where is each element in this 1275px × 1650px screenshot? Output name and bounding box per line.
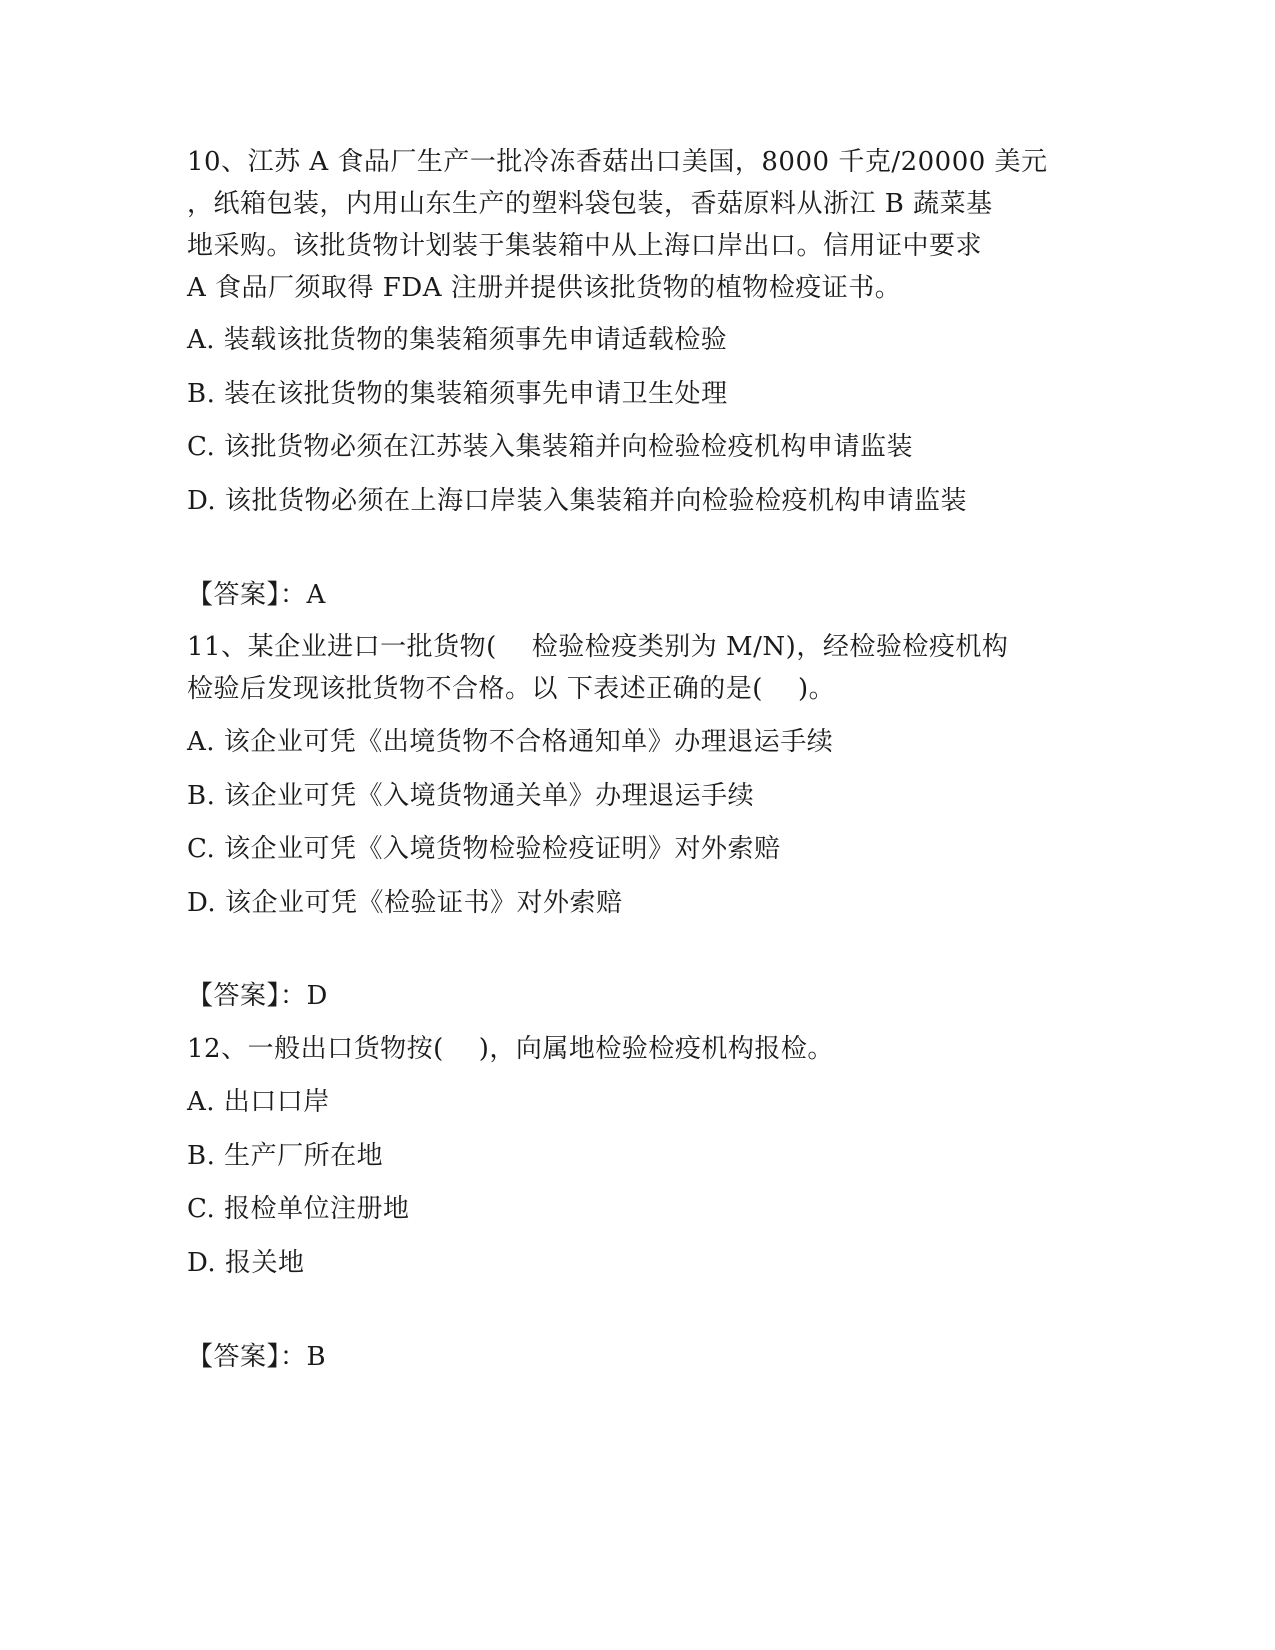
question-stem-line: 11、某企业进口一批货物( 检验检疫类别为 M/N)，经检验检疫机构 — [187, 632, 1009, 662]
option-c: C. 该批货物必须在江苏装入集装箱并向检验检疫机构申请监装 — [187, 432, 913, 462]
option-d: D. 报关地 — [187, 1248, 305, 1278]
answer-label: 【答案】：D — [187, 981, 328, 1011]
answer-label: 【答案】：A — [187, 580, 326, 610]
option-d: D. 该批货物必须在上海口岸装入集装箱并向检验检疫机构申请监装 — [187, 486, 967, 516]
option-c: C. 该企业可凭《入境货物检验检疫证明》对外索赔 — [187, 834, 781, 864]
option-b: B. 该企业可凭《入境货物通关单》办理退运手续 — [187, 781, 755, 811]
option-a: A. 该企业可凭《出境货物不合格通知单》办理退运手续 — [187, 727, 834, 757]
answer-label: 【答案】：B — [187, 1342, 327, 1372]
question-stem-line: 12、一般出口货物按( )，向属地检验检疫机构报检。 — [187, 1034, 834, 1064]
option-a: A. 出口口岸 — [187, 1087, 330, 1117]
option-d: D. 该企业可凭《检验证书》对外索赔 — [187, 888, 623, 918]
question-stem-line: ，纸箱包装，内用山东生产的塑料袋包装，香菇原料从浙江 B 蔬菜基 — [187, 189, 993, 219]
option-b: B. 生产厂所在地 — [187, 1141, 384, 1171]
option-c: C. 报检单位注册地 — [187, 1194, 410, 1224]
question-stem-line: 10、江苏 A 食品厂生产一批冷冻香菇出口美国，8000 千克/20000 美元 — [187, 147, 1048, 177]
question-stem-line: A 食品厂须取得 FDA 注册并提供该批货物的植物检疫证书。 — [187, 273, 902, 303]
option-b: B. 装在该批货物的集装箱须事先申请卫生处理 — [187, 379, 728, 409]
question-stem-line: 地采购。该批货物计划装于集装箱中从上海口岸出口。信用证中要求 — [187, 231, 983, 261]
option-a: A. 装载该批货物的集装箱须事先申请适载检验 — [187, 325, 728, 355]
question-stem-line: 检验后发现该批货物不合格。以 下表述正确的是( )。 — [187, 674, 836, 704]
